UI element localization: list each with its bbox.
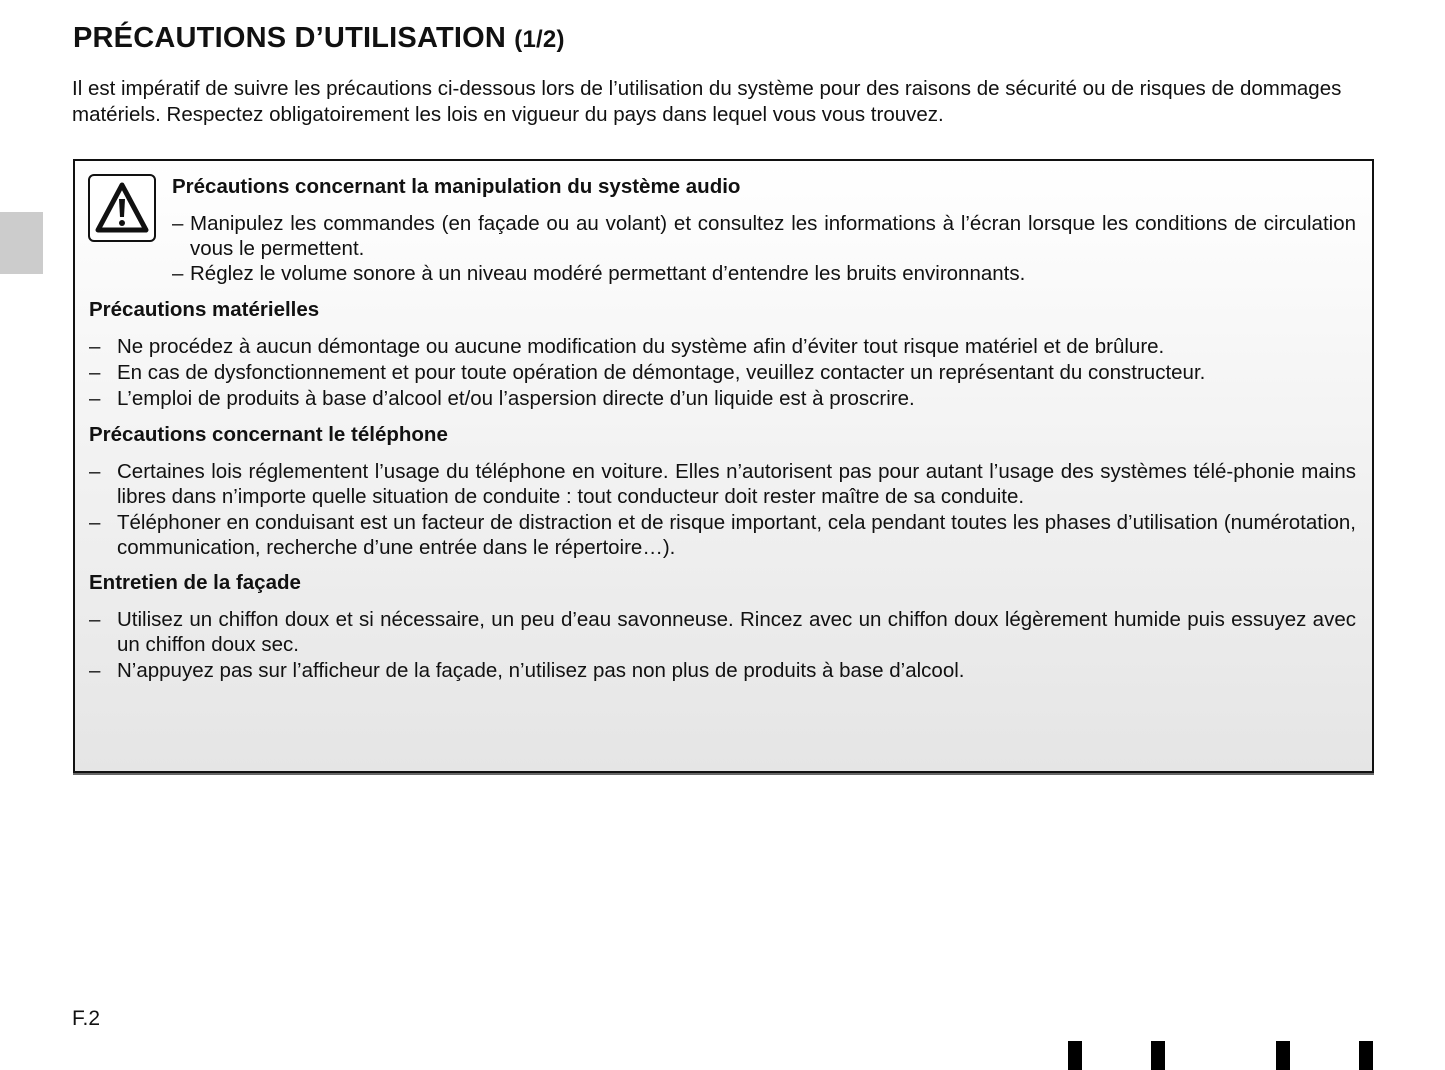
list-item-text: Réglez le volume sonore à un niveau modéré permettant d’entendre les bruits environnants. [190,262,1026,285]
list-item [89,459,1356,509]
list-dash: – [89,335,101,358]
list-item [89,334,1356,359]
list-item [89,607,1356,657]
section-title-telephone: Précautions concernant le téléphone [89,423,448,446]
list-item [89,510,1356,560]
print-registration-mark [1068,1041,1082,1070]
list-item [172,261,1356,286]
list-dash: – [89,659,101,682]
list-dash: – [172,212,184,235]
warning-box [73,159,1374,773]
list-item [89,658,1356,683]
chapter-side-tab [0,212,43,274]
title-text: PRÉCAUTIONS D’UTILISATION [73,22,507,54]
print-registration-mark [1276,1041,1290,1070]
section-title-materielles: Précautions matérielles [89,298,320,321]
warning-triangle-icon [88,174,156,242]
list-item-text: Téléphoner en conduisant est un facteur de distraction et de risque important, cela pendant toutes les phases d’utilisation (numérotation, communication, recherche d’une entrée dans le répertoire…). [117,511,1356,559]
list-item-text: L’emploi de produits à base d’alcool et/ou l’aspersion directe d’un liquide est à proscrire. [117,387,915,410]
list-item-text: Ne procédez à aucun démontage ou aucune modification du système afin d’éviter tout risque matériel et de brûlure. [117,335,1165,358]
print-registration-mark [1359,1041,1373,1070]
print-registration-mark [1151,1041,1165,1070]
page-number: F.2 [72,1007,101,1030]
title-page-indicator: (1/2) [514,26,565,53]
section-title-audio: Précautions concernant la manipulation du système audio [172,175,741,198]
list-item [89,360,1356,385]
section-title-entretien: Entretien de la façade [89,571,301,594]
list-dash: – [89,361,101,384]
list-item-text: Utilisez un chiffon doux et si nécessaire, un peu d’eau savonneuse. Rincez avec un chiffon doux légèrement humide puis essuyez avec un chiffon doux sec. [117,608,1356,656]
list-item-text: N’appuyez pas sur l’afficheur de la façade, n’utilisez pas non plus de produits à base d’alcool. [117,659,965,682]
list-item [172,211,1356,261]
page-title [73,22,565,55]
list-dash: – [89,460,101,483]
list-item [89,386,1356,411]
intro-paragraph: Il est impératif de suivre les précautions ci-dessous lors de l’utilisation du système pour des raisons de sécurité ou de risques de dommages matériels. Respectez obligatoirement les lois en vigueur du pays dans lequel vous vous trouvez. [72,77,1342,126]
list-dash: – [172,262,184,285]
list-dash: – [89,511,101,534]
list-item-text: Manipulez les commandes (en façade ou au volant) et consultez les informations à l’écran lorsque les conditions de circulation vous le permettent. [190,212,1356,260]
list-dash: – [89,608,101,631]
list-item-text: Certaines lois réglementent l’usage du téléphone en voiture. Elles n’autorisent pas pour autant l’usage des systèmes télé-phonie mains libres dans n’importe quelle situation de conduite : tout conducteur doit rester maître de sa conduite. [117,460,1356,508]
list-dash: – [89,387,101,410]
list-item-text: En cas de dysfonctionnement et pour toute opération de démontage, veuillez contacter un représentant du constructeur. [117,361,1206,384]
